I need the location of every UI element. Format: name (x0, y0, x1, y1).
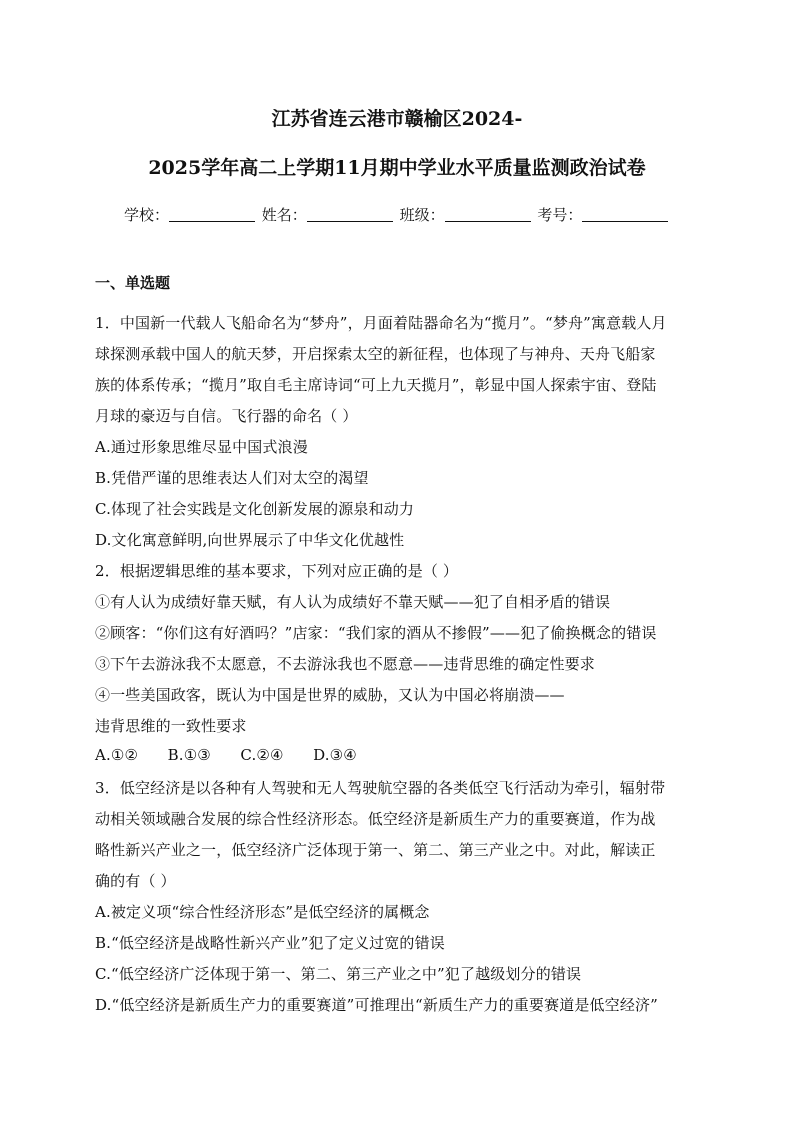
question-text-line: 略性新兴产业之一，低空经济广泛体现于第一、第二、第三产业之中。对此，解读正 (95, 841, 656, 859)
question-text-line: 族的体系传承；“揽月”取自毛主席诗词“可上九天揽月”，彰显中国人探索宇宙、登陆 (95, 376, 657, 394)
section-heading: 一、单选题 (95, 274, 171, 292)
statement-item: ①有人认为成绩好靠天赋，有人认为成绩好不靠天赋——犯了自相矛盾的错误 (95, 593, 611, 611)
answer-option: B.“低空经济是战略性新兴产业”犯了定义过宽的错误 (95, 934, 445, 952)
answer-option: B.凭借严谨的思维表达人们对太空的渴望 (95, 469, 369, 487)
answer-option: A.被定义项“综合性经济形态”是低空经济的属概念 (95, 903, 430, 921)
school-label: 学校： (124, 206, 170, 224)
class-blank (445, 207, 531, 222)
answer-option: D.文化寓意鲜明,向世界展示了中华文化优越性 (95, 531, 405, 549)
answer-option: C.体现了社会实践是文化创新发展的源泉和动力 (95, 500, 415, 518)
question-text-line: 确的有（ ） (95, 872, 176, 890)
name-label: 姓名： (261, 206, 307, 224)
answer-option: C.“低空经济广泛体现于第一、第二、第三产业之中”犯了越级划分的错误 (95, 965, 582, 983)
question-text-line: 动相关领域融合发展的综合性经济形态。低空经济是新质生产力的重要赛道，作为战 (95, 810, 656, 828)
exam-number-label: 考号： (537, 206, 583, 224)
name-blank (307, 207, 393, 222)
school-blank (169, 207, 255, 222)
exam-number-blank (582, 207, 668, 222)
statement-item: 违背思维的一致性要求 (95, 717, 247, 735)
exam-title-line1: 江苏省连云港市赣榆区2024- (271, 108, 523, 130)
answer-option: A.通过形象思维尽显中国式浪漫 (95, 438, 308, 456)
question-text-line: 月球的豪迈与自信。飞行器的命名（ ） (95, 407, 358, 425)
answer-option: D.“低空经济是新质生产力的重要赛道”可推理出“新质生产力的重要赛道是低空经济” (95, 996, 658, 1014)
statement-item: ③下午去游泳我不太愿意，不去游泳我也不愿意——违背思维的确定性要求 (95, 655, 595, 673)
question-text-line: 3．低空经济是以各种有人驾驶和无人驾驶航空器的各类低空飞行活动为牵引，辐射带 (95, 779, 666, 797)
statement-item: ②顾客：“你们这有好酒吗？”店家：“我们家的酒从不掺假”——犯了偷换概念的错误 (95, 624, 657, 642)
question-text-line: 2．根据逻辑思维的基本要求，下列对应正确的是（ ） (95, 562, 459, 580)
answer-options-row: A.①② B.①③ C.②④ D.③④ (95, 746, 357, 764)
question-text-line: 球探测承载中国人的航天梦，开启探索太空的新征程，也体现了与神舟、天舟飞船家 (95, 345, 656, 363)
question-text-line: 1．中国新一代载人飞船命名为“梦舟”，月面着陆器命名为“揽月”。“梦舟”寓意载人月 (95, 314, 667, 332)
exam-title-line2: 2025学年高二上学期11月期中学业水平质量监测政治试卷 (148, 157, 646, 179)
student-info-row (124, 204, 670, 225)
statement-item: ④一些美国政客，既认为中国是世界的威胁，又认为中国必将崩溃—— (95, 686, 565, 704)
class-label: 班级： (399, 206, 445, 224)
